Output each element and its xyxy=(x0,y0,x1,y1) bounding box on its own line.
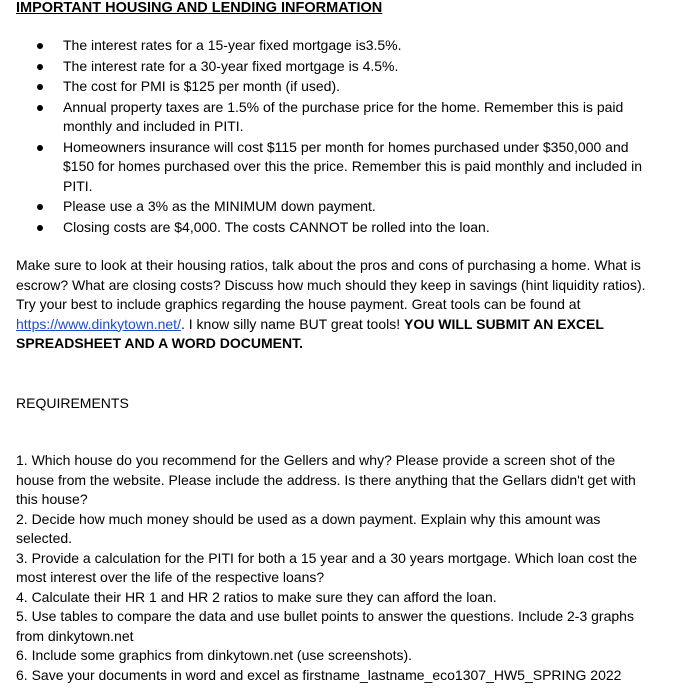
bullet-text: Closing costs are $4,000. The costs CANNOT be rolled into the loan. xyxy=(63,218,490,235)
bullet-text: The interest rates for a 15-year fixed mortgage is3.5%. xyxy=(63,37,402,53)
bullet-dot-icon xyxy=(37,105,43,111)
requirement-item: 6. Save your documents in word and excel as firstname_lastname_eco1307_HW5_SPRING 2022 xyxy=(16,666,622,683)
bullet-dot-icon xyxy=(37,43,43,49)
paragraph-text-after: . I know silly name BUT great tools! xyxy=(180,315,405,332)
submission-notice: YOU WILL SUBMIT AN EXCEL SPREADSHEET AND A WORD DOCUMENT. xyxy=(16,315,604,351)
requirements-list xyxy=(16,451,646,685)
bullet-text: The cost for PMI is $125 per month (if used). xyxy=(63,78,341,94)
requirement-item: 3. Provide a calculation for the PITI for both a 15 year and a 30 years mortgage. Which loan cost the most interest over the life of the respective loans? xyxy=(16,549,638,585)
bullet-dot-icon xyxy=(37,84,43,90)
requirement-item: 2. Decide how much money should be used as a down payment. Explain why this amount was selected. xyxy=(16,510,601,546)
bullet-dot-icon xyxy=(37,145,43,151)
bullet-dot-icon xyxy=(37,204,43,210)
info-bullet-list xyxy=(16,36,692,237)
bullet-item xyxy=(16,36,692,56)
requirement-item: 1. Which house do you recommend for the Gellers and why? Please provide a screen shot of the house from the website. Please include the address. Is there anything that the Gellars didn't get with this house? xyxy=(16,452,636,507)
requirements-title: REQUIREMENTS xyxy=(16,394,129,411)
document-page xyxy=(16,0,692,685)
instructions-paragraph xyxy=(16,256,646,354)
dinkytown-link[interactable]: https://www.dinkytown.net/ xyxy=(16,315,181,332)
bullet-item xyxy=(16,197,692,217)
bullet-item xyxy=(16,138,692,197)
bullet-dot-icon xyxy=(37,64,43,70)
bullet-text: Annual property taxes are 1.5% of the purchase price for the home. Remember this is paid monthly and included in PITI. xyxy=(63,98,624,134)
bullet-item xyxy=(16,57,692,77)
bullet-item xyxy=(16,218,692,238)
requirement-item: 6. Include some graphics from dinkytown.net (use screenshots). xyxy=(16,647,413,663)
bullet-dot-icon xyxy=(37,225,43,231)
bullet-text: Homeowners insurance will cost $115 per month for homes purchased under $350,000 and $150 for homes purchased over this the price. Remember this is paid monthly and included in PITI. xyxy=(63,138,642,194)
requirement-item: 4. Calculate their HR 1 and HR 2 ratios to make sure they can afford the loan. xyxy=(16,588,497,605)
section-heading: IMPORTANT HOUSING AND LENDING INFORMATION xyxy=(16,0,383,16)
requirement-item: 5. Use tables to compare the data and use bullet points to answer the questions. Include 2-3 graphs from dinkytown.net xyxy=(16,608,634,644)
bullet-item xyxy=(16,77,692,97)
paragraph-text: Make sure to look at their housing ratios, talk about the pros and cons of purchasing a home. What is escrow? What are closing costs? Discuss how much should they keep in savings (hint liquidity ratios). Try your best to include graphics regarding the house payment. Great tools can be found at xyxy=(16,257,646,312)
bullet-text: Please use a 3% as the MINIMUM down payment. xyxy=(63,198,376,214)
bullet-text: The interest rate for a 30-year fixed mortgage is 4.5%. xyxy=(63,57,399,74)
bullet-item xyxy=(16,98,692,137)
